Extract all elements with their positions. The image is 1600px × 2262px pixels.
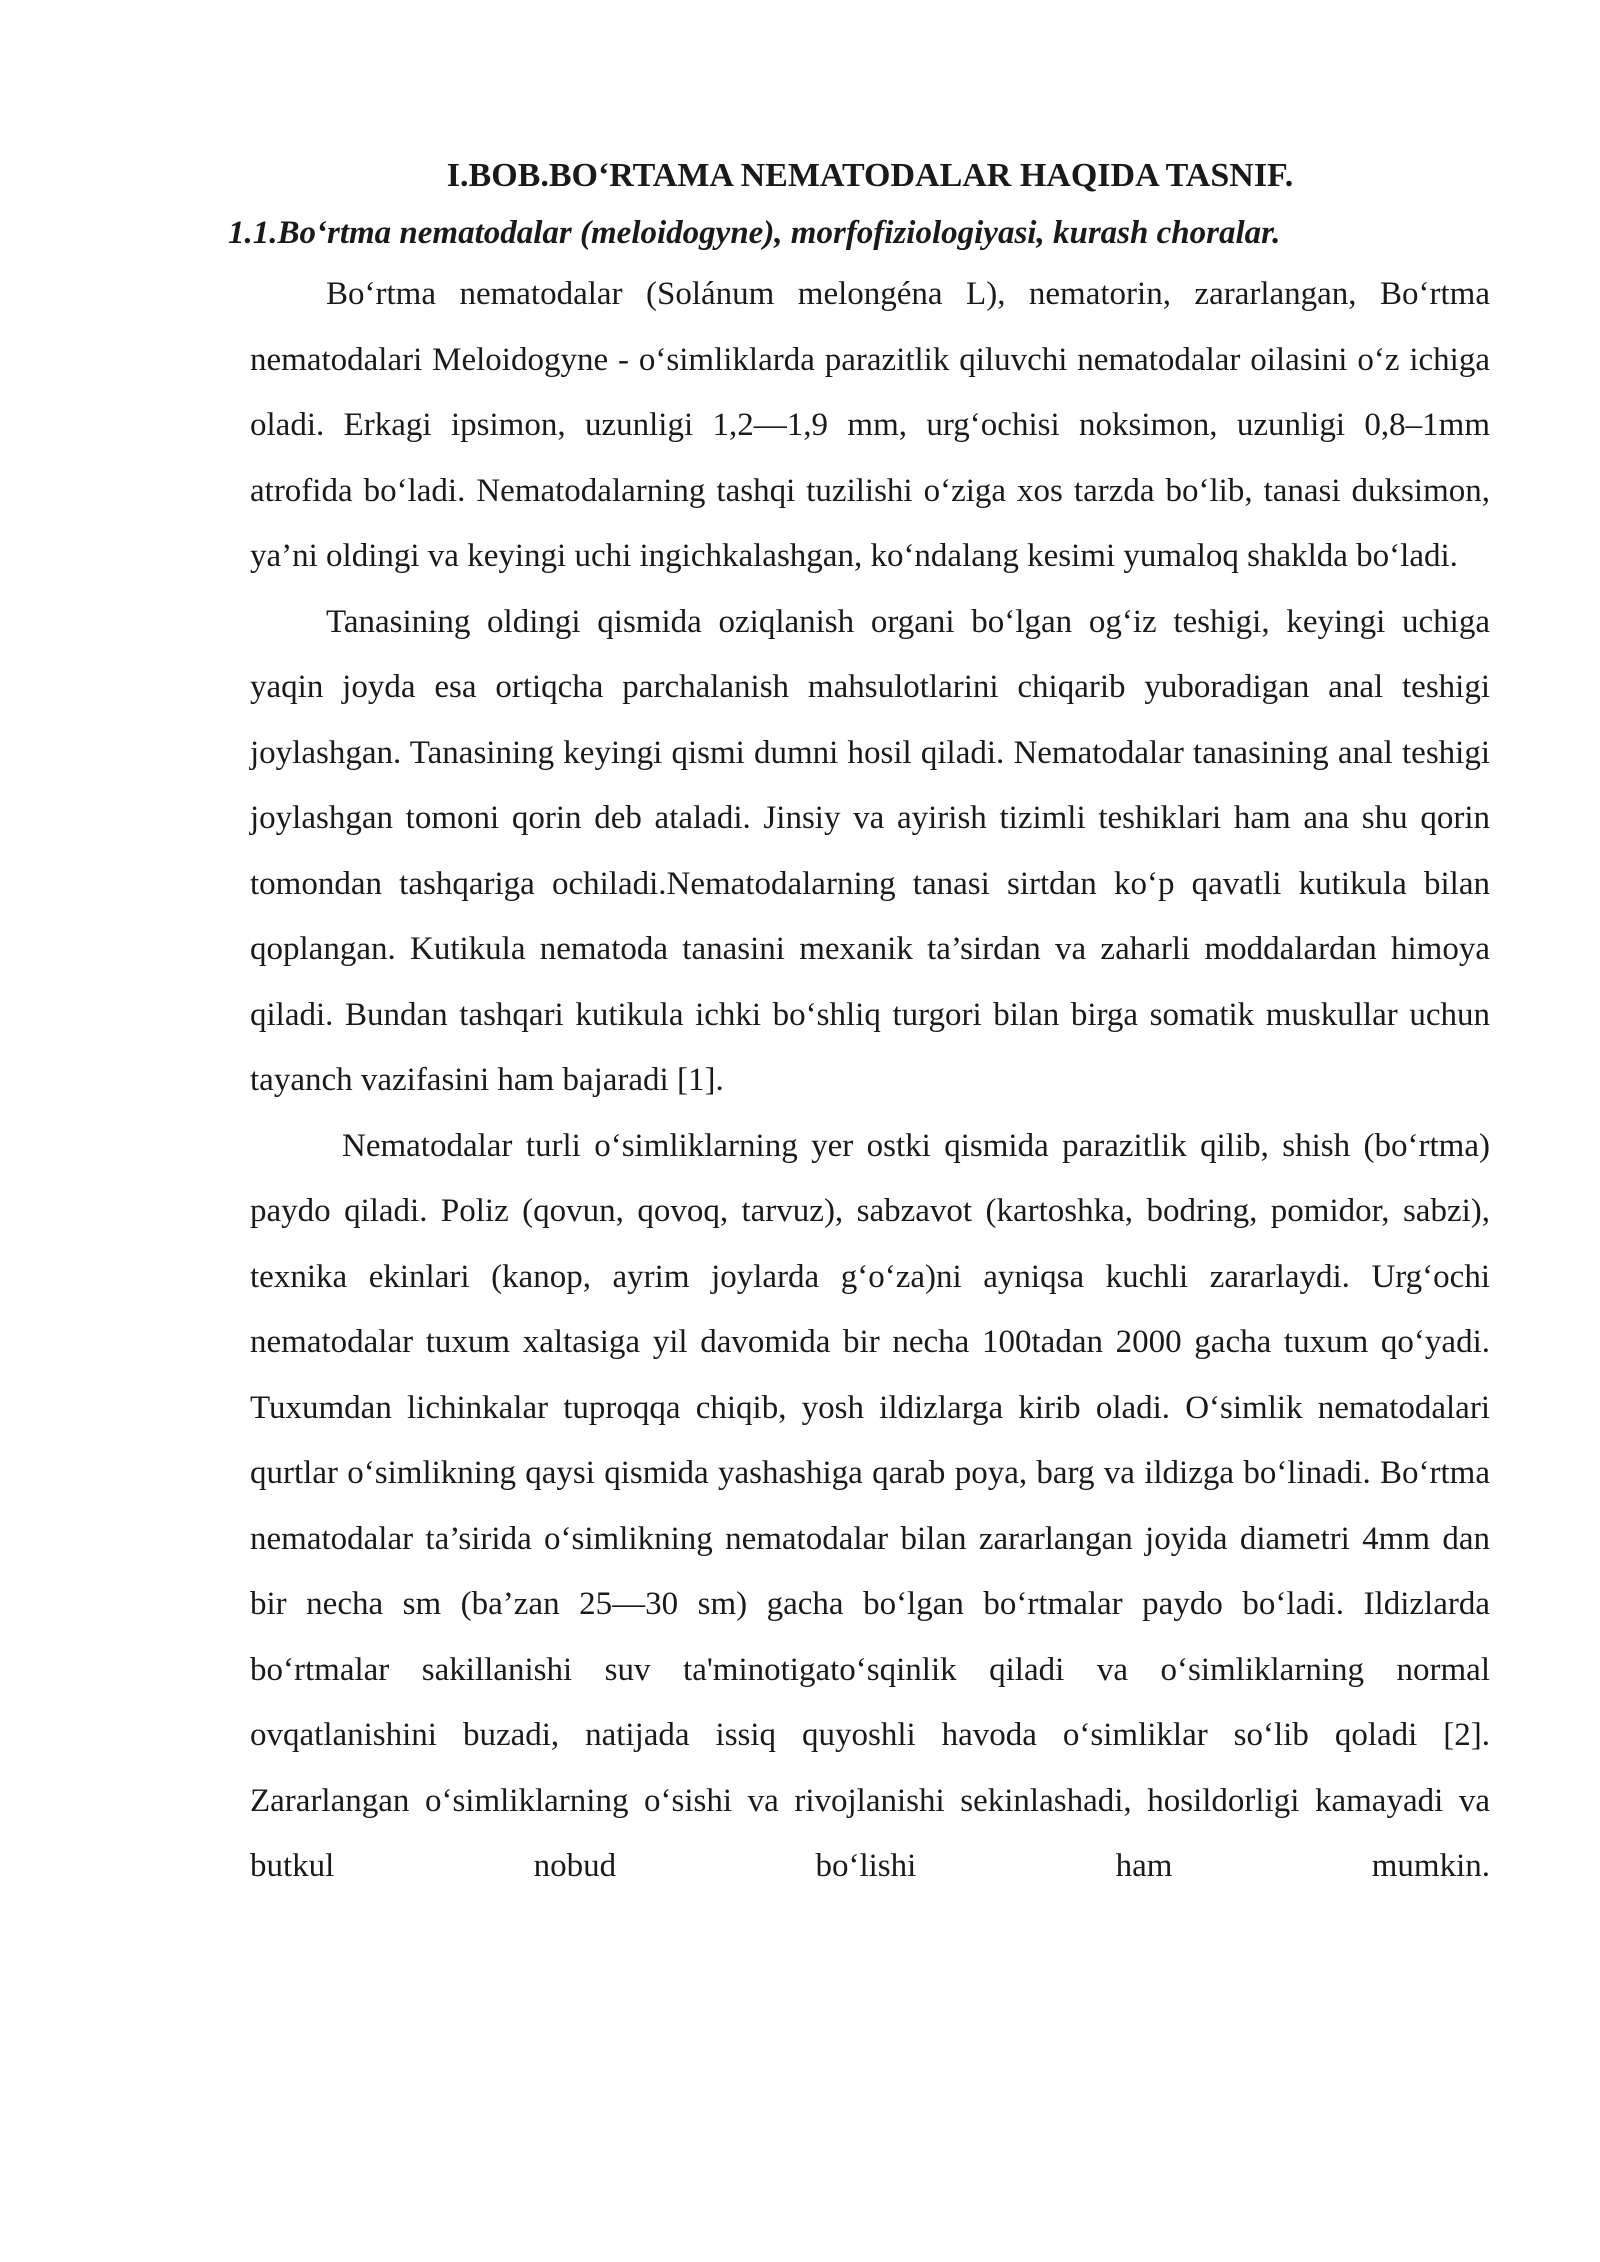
paragraph-3: Nematodalar turli o‘simliklarning yer ostki qismida parazitlik qilib, shish (bo‘rtma) paydo qiladi. Poliz (qovun, qovoq, tarvuz), sabzavot (kartoshka, bodring, pomidor, sabzi), texnika ekinlari (kanop, ayrim joylarda g‘o‘za)ni ayniqsa kuchli zararlaydi. Urg‘ochi nematodalar tuxum xaltasiga yil davomida bir necha 100tadan 2000 gacha tuxum qo‘yadi. Tuxumdan lichinkalar tuproqqa chiqib, yosh ildizlarga kirib oladi. O‘simlik nematodalari qurtlar o‘simlikning qaysi qismida yashashiga qarab poya, barg va ildizga bo‘linadi. Bo‘rtma nematodalar ta’sirida o‘simlikning nematodalar bilan zararlangan joyida diametri 4mm dan bir necha sm (ba’zan 25—30 sm) gacha bo‘lgan bo‘rtmalar paydo bo‘ladi. Ildizlarda bo‘rtmalar sakillanishi suv ta'minotigato‘sqinlik qiladi va o‘simliklarning normal ovqatlanishini buzadi, natijada issiq quyoshli havoda o‘simliklar so‘lib qoladi [2]. Zararlangan o‘simliklarning o‘sishi va rivojlanishi sekinlashadi, hosildorligi kamayadi va butkul nobud bo‘lishi ham mumkin.	[250, 1127, 1490, 1884]
paragraph-2: Tanasining oldingi qismida oziqlanish organi bo‘lgan og‘iz teshigi, keyingi uchiga yaqin joyda esa ortiqcha parchalanish mahsulotlarini chiqarib yuboradigan anal teshigi joylashgan. Tanasining keyingi qismi dumni hosil qiladi. Nematodalar tanasining anal teshigi joylashgan tomoni qorin deb ataladi. Jinsiy va ayirish tizimli teshiklari ham ana shu qorin tomondan tashqariga ochiladi.Nematodalarning tanasi sirtdan ko‘p qavatli kutikula bilan qoplangan. Kutikula nematoda tanasini mexanik ta’sirdan va zaharli moddalardan himoya qiladi. Bundan tashqari kutikula ichki bo‘shliq turgori bilan birga somatik muskullar uchun tayanch vazifasini ham bajaradi [1].	[250, 603, 1490, 1098]
document-body	[228, 148, 1490, 1900]
chapter-title: I.BOB.BO‘RTAMA NEMATODALAR HAQIDA TASNIF.	[446, 157, 1294, 194]
section-title: 1.1.Bo‘rtma nematodalar (meloidogyne), morfofiziologiyasi, kurash choralar.	[228, 215, 1281, 251]
paragraph-1: Bo‘rtma nematodalar (Solánum melongéna L), nematorin, zararlangan, Bo‘rtma nematodalari Meloidogyne - o‘simliklarda parazitlik qiluvchi nematodalar oilasini o‘z ichiga oladi. Erkagi ipsimon, uzunligi 1,2—1,9 mm, urg‘ochisi noksimon, uzunligi 0,8–1mm atrofida bo‘ladi. Nematodalarning tashqi tuzilishi o‘ziga xos tarzda bo‘lib, tanasi duksimon, ya’ni oldingi va keyingi uchi ingichkalashgan, ko‘ndalang kesimi yumaloq shaklda bo‘ladi.	[250, 276, 1490, 574]
